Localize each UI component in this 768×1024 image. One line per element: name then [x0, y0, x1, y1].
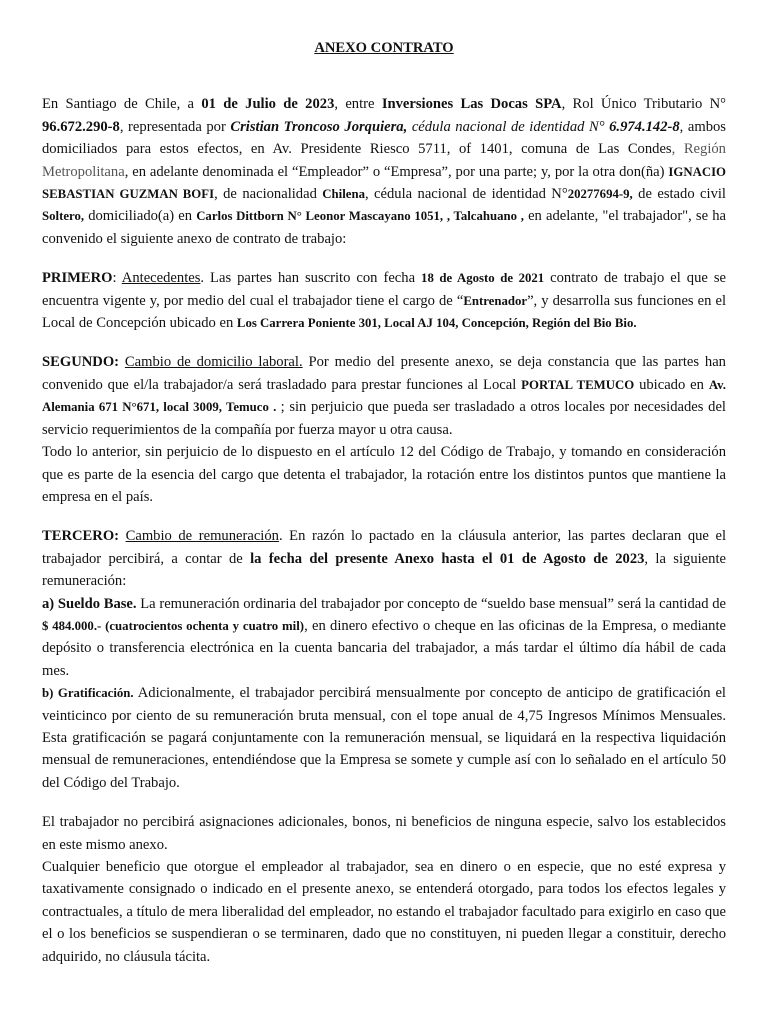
original-contract-date: 18 de Agosto de 2021 — [421, 271, 545, 286]
worker-position: Entrenador — [463, 293, 528, 308]
item-text: La remuneración ordinaria del trabajador por concepto de “sueldo base mensual” será la cantidad de — [136, 595, 726, 612]
original-location: Los Carrera Poniente 301, Local AJ 104, Concepción, Región del Bio Bio. — [236, 316, 637, 331]
clause-heading: Cambio de remuneración — [125, 528, 279, 545]
clause-text: ”, y desarrolla sus funciones en el Local de Concepción ubicado en — [42, 292, 727, 332]
clause-text: ; sin perjuicio que pueda ser trasladado a otros locales por necesidades del servicio requerimientos de la compañía por fuerza mayor u otra causa. — [42, 399, 726, 438]
intro-paragraph — [42, 93, 726, 250]
item-sueldo-base — [42, 593, 726, 683]
clause-tercero — [42, 525, 726, 592]
clause-text: . Las partes han suscrito con fecha — [200, 270, 422, 287]
region-text: , Región Metropolitana — [42, 141, 726, 180]
representative-id-label: cédula nacional de identidad N° — [407, 118, 610, 135]
clause-label: SEGUNDO: — [42, 354, 120, 371]
intro-text: , de nacionalidad — [214, 186, 323, 203]
worker-nationality: Chilena — [322, 187, 365, 202]
closing-paragraph-1: El trabajador no percibirá asignaciones adicionales, bonos, ni beneficios de ninguna especie, salvo los establecidos en este mismo anexo. — [42, 814, 726, 853]
clause-text: : — [112, 270, 122, 287]
clause-text: Por medio del presente anexo, se deja constancia que las partes han convenido que el/la trabajador/a será trasladado para prestar funciones al Local — [42, 354, 726, 393]
intro-text: en adelante, "el trabajador", se ha convenido el siguiente anexo de contrato de trabajo: — [42, 208, 726, 247]
clause-segundo-paragraph-2: Todo lo anterior, sin perjuicio de lo dispuesto en el artículo 12 del Código de Trabajo, y tomando en consideración que es parte de la esencia del cargo que detenta el trabajador, la rotación entre los distintos puntos que mantiene la empresa en el país. — [42, 444, 726, 505]
intro-text: , cédula nacional de identidad N° — [364, 186, 568, 203]
intro-text: , entre — [334, 96, 382, 113]
company-rut: 96.672.290-8 — [42, 118, 120, 135]
clause-heading: Cambio de domicilio laboral. — [124, 354, 303, 371]
remuneration-period: la fecha del presente Anexo hasta el 01 de Agosto de 2023 — [250, 550, 645, 567]
representative-id: 6.974.142-8 — [609, 118, 680, 135]
clause-heading: Antecedentes — [121, 270, 201, 287]
intro-text: En Santiago de Chile, a — [42, 96, 202, 113]
closing-paragraph-2: Cualquier beneficio que otorgue el empleador al trabajador, sea en dinero o en especie, que no esté expresa y taxativamente consignado o indicado en el presente anexo, se entenderá otorgado, para todos los efectos legales y contractuales, a título de mera liberalidad del empleador, no estando el trabajador facultado para exigirlo en caso que el o los beneficios se suspendieran o se terminaren, dado que no constituyen, ni pueden llegar a constituir, derecho adquirido, no cláusula tácita. — [42, 859, 726, 965]
intro-text: , en adelante denominada el “Empleador” o “Empresa”, por una parte; y, por la otra don(ña) — [124, 163, 669, 180]
worker-id: 20277694-9, — [567, 187, 633, 202]
clause-label: PRIMERO — [42, 270, 113, 287]
item-text: , en dinero efectivo o cheque en las oficinas de la Empresa, o mediante depósito o transferencia electrónica en la cuenta bancaria del trabajador, a más tardar el último día hábil de cada mes. — [42, 617, 726, 679]
item-label: a) Sueldo Base. — [42, 595, 137, 612]
intro-text: , ambos domiciliados para estos efectos, en Av. Presidente Riesco 5711, of 1401, comuna de Las Condes — [42, 118, 726, 158]
worker-civil-status: Soltero, — [42, 209, 85, 224]
representative-name: Cristian Troncoso Jorquiera, — [230, 118, 408, 135]
worker-name: IGNACIO SEBASTIAN GUZMAN BOFI — [42, 164, 726, 202]
clause-text: contrato de trabajo el que se encuentra vigente y, por medio del cual el trabajador tiene el cargo de “ — [42, 270, 726, 309]
clause-label: TERCERO: — [42, 528, 120, 545]
company-name: Inversiones Las Docas SPA — [381, 96, 562, 113]
base-salary-amount: $ 484.000.- (cuatrocientos ochenta y cuatro mil) — [42, 618, 305, 633]
item-gratificacion — [42, 682, 726, 794]
intro-text: , Rol Único Tributario N° — [561, 96, 726, 113]
clause-text: , la siguiente remuneración: — [42, 550, 726, 590]
clause-segundo — [42, 351, 726, 441]
clause-primero — [42, 267, 726, 334]
clause-text: . En razón lo pactado en la cláusula anterior, las partes declaran que el trabajador percibirá, a contar de — [42, 528, 726, 567]
intro-text: domiciliado(a) en — [84, 208, 197, 225]
clause-text: ubicado en — [634, 376, 709, 393]
worker-address: Carlos Dittborn N° Leonor Mascayano 1051, , Talcahuano , — [196, 209, 524, 224]
item-label: b) Gratificación. — [42, 686, 134, 701]
intro-text: de estado civil — [632, 186, 726, 203]
new-local-name: PORTAL TEMUCO — [521, 377, 635, 392]
item-text: Adicionalmente, el trabajador percibirá mensualmente por concepto de anticipo de gratificación el veinticinco por ciento de su remuneración bruta mensual, con el tope anual de 4,75 Ingresos Mínimos Mensuales. Esta gratificación se pagará conjuntamente con la remuneración mensual, se liquidará en la respectiva liquidación mensual de remuneraciones, entendiéndose que la Empresa se somete y cumple así con lo señalado en el artículo 50 del Código del Trabajo. — [42, 685, 726, 791]
contract-date: 01 de Julio de 2023 — [201, 96, 335, 113]
new-local-address: Av. Alemania 671 N°671, local 3009, Temuco . — [42, 377, 726, 415]
intro-text: , representada por — [119, 118, 231, 135]
document-title: ANEXO CONTRATO — [314, 40, 454, 56]
